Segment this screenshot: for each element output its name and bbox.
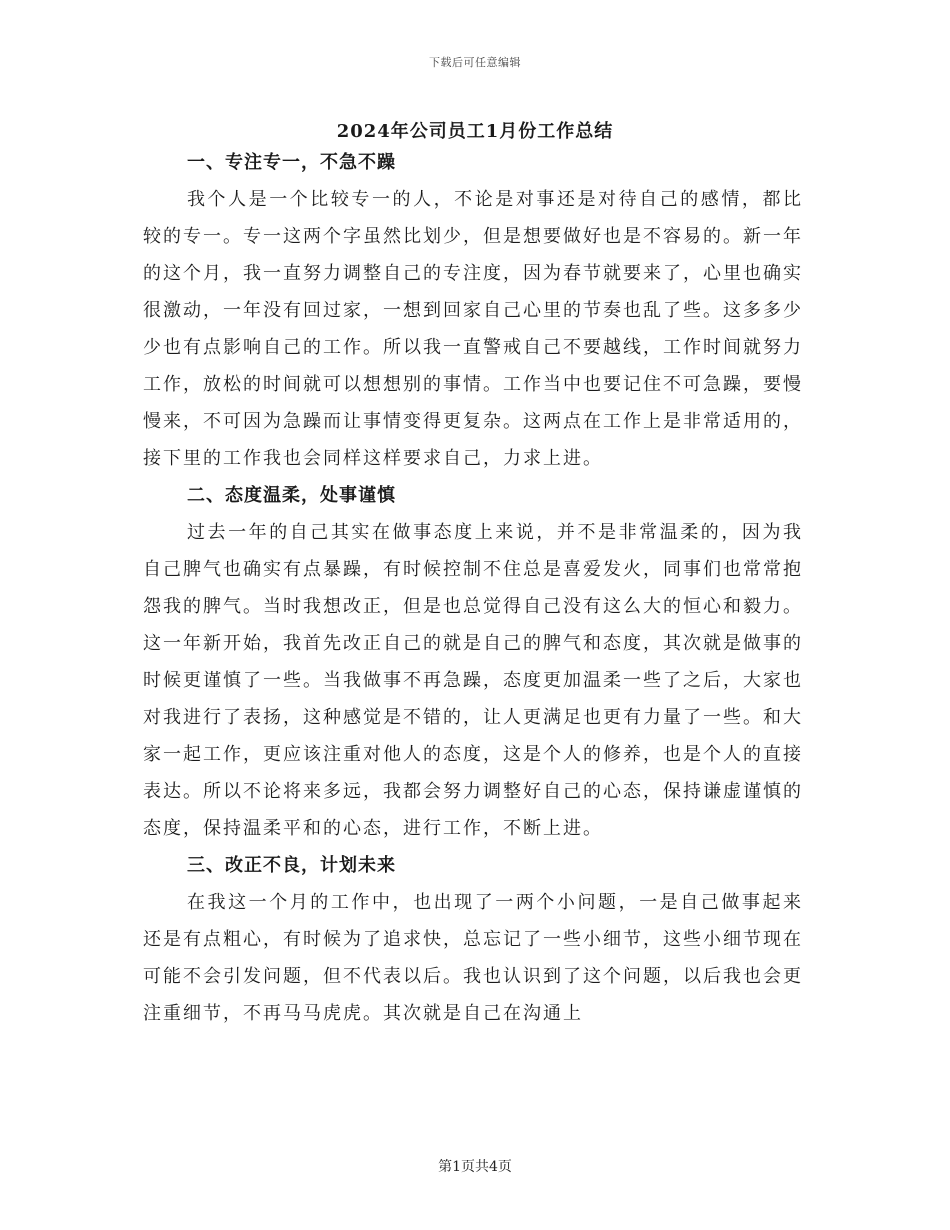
- section-paragraph-3: 在我这一个月的工作中，也出现了一两个小问题，一是自己做事起来还是有点粗心，有时候为了追求快，总忘记了一些小细节，这些小细节现在可能不会引发问题，但不代表以后。我也认识到了这个问题，以后我也会更注重细节，不再马马虎虎。其次就是自己在沟通上: [143, 892, 803, 1024]
- section-heading-3: 三、改正不良，计划未来: [187, 855, 396, 876]
- section-heading-2: 二、态度温柔，处事谨慎: [187, 485, 396, 506]
- section-heading-1: 一、专注专一，不急不躁: [187, 152, 396, 173]
- section-paragraph-1: 我个人是一个比较专一的人，不论是对事还是对待自己的感情，都比较的专一。专一这两个字虽然比划少，但是想要做好也是不容易的。新一年的这个月，我一直努力调整自己的专注度，因为春节就要来了，心里也确实很激动，一年没有回过家，一想到回家自己心里的节奏也乱了些。这多多少少也有点影响自己的工作。所以我一直警戒自己不要越线，工作时间就努力工作，放松的时间就可以想想别的事情。工作当中也要记住不可急躁，要慢慢来，不可因为急躁而让事情变得更复杂。这两点在工作上是非常适用的，接下里的工作我也会同样这样要求自己，力求上进。: [143, 189, 803, 469]
- document-body: [143, 145, 803, 1033]
- page-number-footer: 第1页共4页: [438, 1159, 512, 1175]
- section-paragraph-2: 过去一年的自己其实在做事态度上来说，并不是非常温柔的，因为我自己脾气也确实有点暴躁，有时候控制不住总是喜爱发火，同事们也常常抱怨我的脾气。当时我想改正，但是也总觉得自己没有这么大的恒心和毅力。这一年新开始，我首先改正自己的就是自己的脾气和态度，其次就是做事的时候更谨慎了一些。当我做事不再急躁，态度更加温柔一些了之后，大家也对我进行了表扬，这种感觉是不错的，让人更满足也更有力量了一些。和大家一起工作，更应该注重对他人的态度，这是个人的修养，也是个人的直接表达。所以不论将来多远，我都会努力调整好自己的心态，保持谦虚谨慎的态度，保持温柔平和的心态，进行工作，不断上进。: [143, 522, 803, 839]
- document-title: 2024年公司员工1月份工作总结: [336, 121, 614, 142]
- header-note: 下载后可任意编辑: [429, 56, 521, 69]
